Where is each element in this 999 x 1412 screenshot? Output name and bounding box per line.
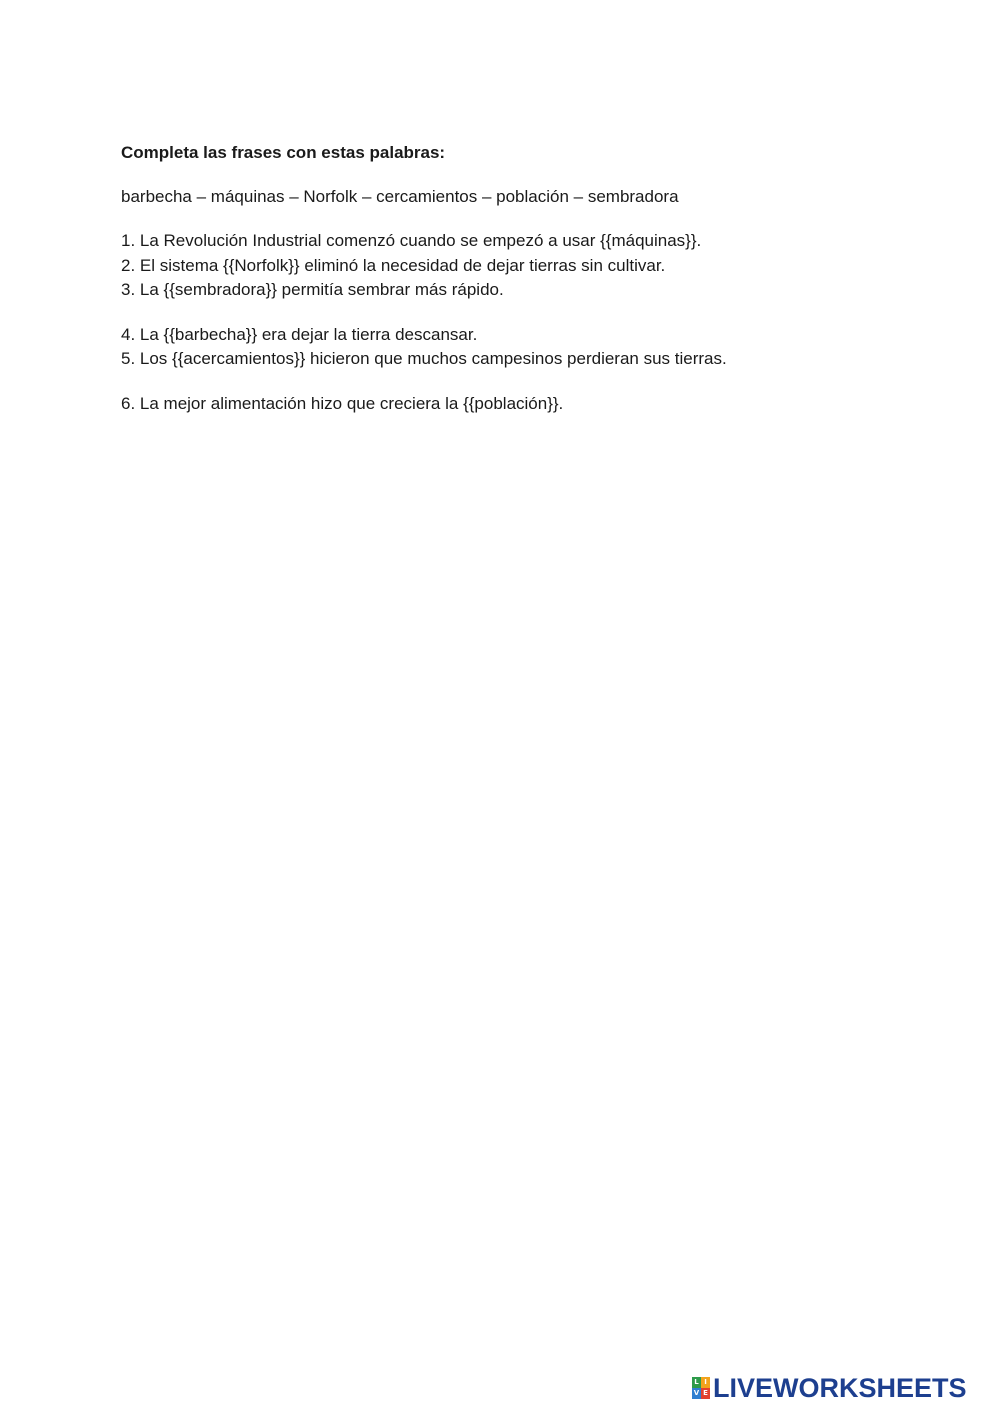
sentence-group-2 (121, 323, 941, 372)
sentence-1: 1. La Revolución Industrial comenzó cuando se empezó a usar {{máquinas}}. (121, 231, 702, 250)
sentence-6: 6. La mejor alimentación hizo que creciera la {{población}}. (121, 393, 564, 413)
logo-mark-v: V (693, 1389, 700, 1397)
worksheet-content (121, 141, 941, 416)
word-bank: barbecha – máquinas – Norfolk – cercamientos – población – sembradora (121, 187, 679, 206)
liveworksheets-logo (692, 1375, 967, 1401)
sentence-4: 4. La {{barbecha}} era dejar la tierra descansar. (121, 324, 478, 344)
instructions-heading: Completa las frases con estas palabras: (121, 143, 446, 162)
logo-mark-icon (692, 1377, 710, 1399)
sentence-group-1 (121, 229, 941, 303)
sentence-2: 2. El sistema {{Norfolk}} eliminó la necesidad de dejar tierras sin cultivar. (121, 255, 666, 275)
sentence-5: 5. Los {{acercamientos}} hicieron que muchos campesinos perdieran sus tierras. (121, 349, 727, 368)
sentence-3: 3. La {{sembradora}} permitía sembrar más rápido. (121, 280, 504, 299)
logo-mark-i: I (701, 1377, 710, 1388)
sentence-group-3 (121, 392, 941, 417)
logo-text: LIVEWORKSHEETS (713, 1373, 967, 1403)
logo-mark-l: L (692, 1377, 701, 1388)
logo-mark-e: E (701, 1388, 710, 1399)
